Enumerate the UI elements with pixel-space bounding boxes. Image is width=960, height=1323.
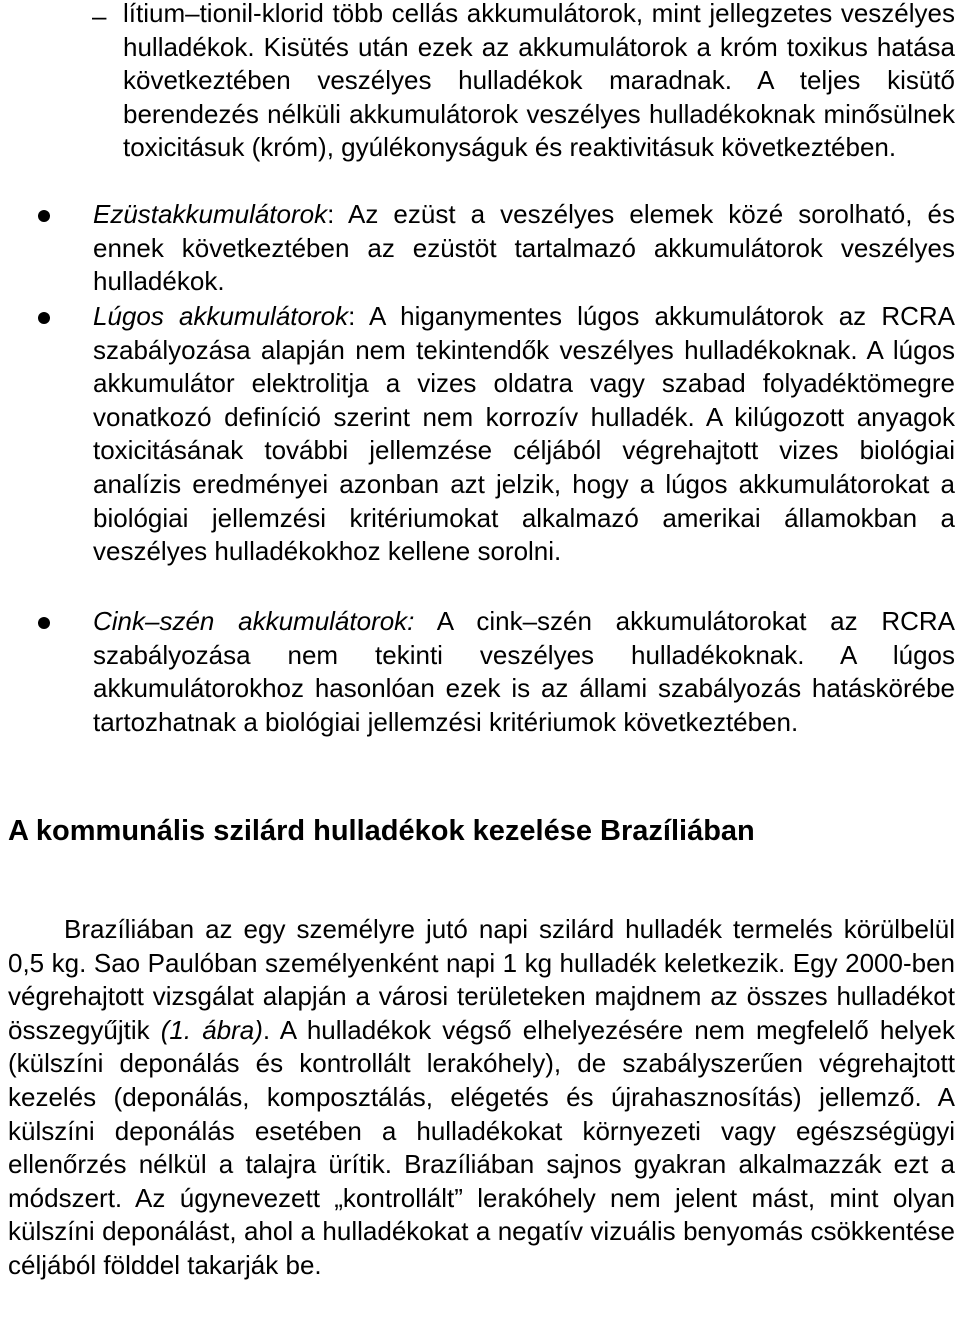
bullet-dot <box>38 210 50 222</box>
bullet-text: : Az ezüst a veszélyes elemek közé sorolható, és ennek következtében az ezüstöt tartalmazó akkumulátorok veszélyes hulladékok. <box>93 199 955 297</box>
bullet-item <box>93 198 955 299</box>
section-heading: A kommunális szilárd hulladékok kezelése Brazíliában <box>8 815 755 847</box>
bullet-dot <box>38 617 50 629</box>
bullet-term: Lúgos akkumulátorok <box>93 301 349 331</box>
bullet-item <box>93 605 955 739</box>
bullet-text: : A higanymentes lúgos akkumulátorok az RCRA szabályozása alapján nem tekintendők veszélyes hulladékoknak. A lúgos akkumulátor elektrolitja a vizes oldatra vagy szabad folyadéktömegre vonatkozó definíció szerint nem korrozív hulladék. A kilúgozott anyagok toxicitásának további jellemzése céljából végrehajtott vizes biológiai analízis eredményei azonban azt jelzik, hogy a lúgos akkumulátorokat a biológiai jellemzési kritériumokat alkalmazó amerikai államokban a veszélyes hulladékokhoz kellene sorolni. <box>93 301 956 567</box>
figure-reference: (1. ábra) <box>160 1014 263 1045</box>
body-paragraph <box>8 913 955 1283</box>
bullet-item <box>93 300 955 569</box>
paragraph-text: . A hulladékok végső elhelyezésére nem megfelelő helyek (külszíni deponálás és kontrollált lerakóhely), de szabályszerűen végrehajtott kezelés (deponálás, komposztálás, elégetés és újrahasznosítás) jellemző. A külszíni deponálás esetében a hulladékokat környezeti vagy egészségügyi ellenőrzés nélkül a talajra ürítik. Brazíliában sajnos gyakran alkalmazzák ezt a módszert. Az úgynevezett „kontrollált” lerakóhely nem jelent mást, mint olyan külszíni deponálást, ahol a hulladékokat a negatív vizuális benyomás csökkentése céljából földdel takarják be. <box>8 1014 955 1280</box>
paragraph-text: Brazíliában az egy személyre jutó napi szilárd hulladék termelés körülbelül 0,5 kg. Sao Paulóban személyenként napi 1 kg hulladék keletkezik. Egy 2000-ben végrehajtott vizsgálat alapján a városi területeken majdnem az összes hulladékot összegyűjtik <box>8 914 955 1045</box>
bullet-term: Ezüstakkumulátorok <box>93 199 328 229</box>
bullet-term: Cink–szén akkumulátorok: <box>93 606 415 636</box>
bullet-text: A cink–szén akkumulátorokat az RCRA szabályozása nem tekinti veszélyes hulladékoknak. A lúgos akkumulátorokhoz hasonlóan ezek is az állami szabályozás hatáskörébe tartozhatnak a biológiai jellemzési kritériumok következtében. <box>93 606 955 737</box>
dash-item-text: lítium–tionil-klorid több cellás akkumulátorok, mint jellegzetes veszélyes hulladékok. Kisütés után ezek az akkumulátorok a króm toxikus hatása következtében veszélyes hulladékok maradnak. A teljes kisütő berendezés nélküli akkumulátorok veszélyes hulladékoknak minősülnek toxicitásuk (króm), gyúlékonyságuk és reaktivitásuk következtében. <box>123 0 955 163</box>
dash-marker: – <box>92 1 107 31</box>
bullet-dot <box>38 312 50 324</box>
